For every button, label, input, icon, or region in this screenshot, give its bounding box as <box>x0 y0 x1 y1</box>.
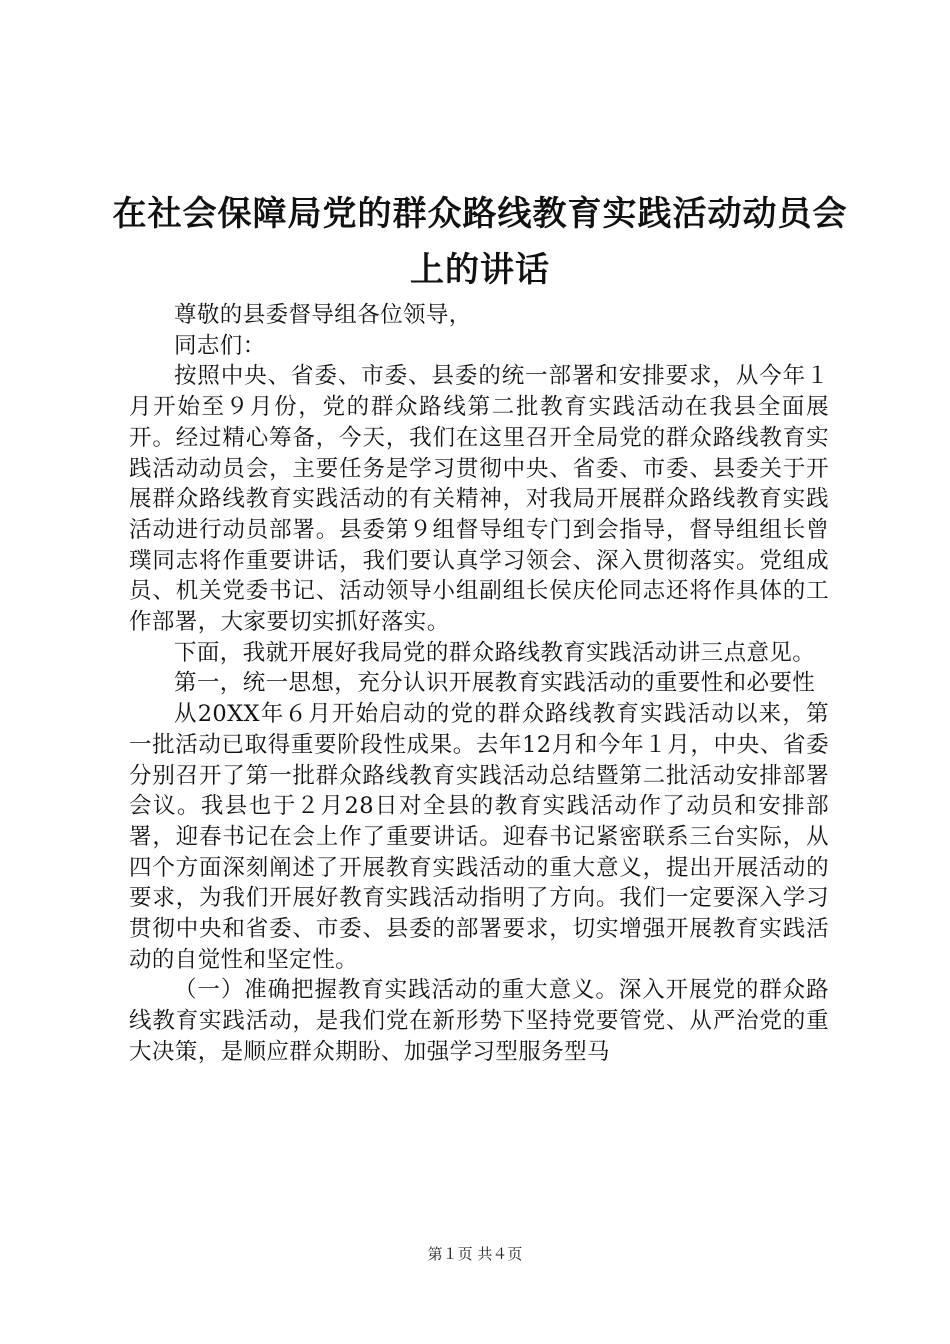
heading-first-point: 第一，统一思想，充分认识开展教育实践活动的重要性和必要性 <box>174 670 816 697</box>
paragraph-intro: 按照中央、省委、市委、县委的统一部署和安排要求，从今年１月开始至９月份，党的群众路线第二批教育实践活动在我县全面展开。经过精心筹备，今天，我们在这里召开全局党的群众路线教育实践活动动员会，主要任务是学习贯彻中央、省委、市委、县委关于开展群众路线教育实践活动的有关精神，对我局开展群众路线教育实践活动进行动员部署。县委第９组督导组专门到会指导，督导组组长曾璞同志将作重要讲话，我们要认真学习领会、深入贯彻落实。党组成员、机关党委书记、活动领导小组副组长侯庆伦同志还将作具体的工作部署，大家要切实抓好落实。 <box>129 363 829 636</box>
document-body <box>129 300 829 1068</box>
paragraph-background: 从20XX年６月开始启动的党的群众路线教育实践活动以来，第一批活动已取得重要阶段性成果。去年12月和今年１月，中央、省委分别召开了第一批群众路线教育实践活动总结暨第二批活动安排部署会议。我县也于２月28日对全县的教育实践活动作了动员和安排部署，迎春书记在会上作了重要讲话。迎春书记紧密联系三台实际，从四个方面深刻阐述了开展教育实践活动的重大意义，提出开展活动的要求，为我们开展好教育实践活动指明了方向。我们一定要深入学习贯彻中央和省委、市委、县委的部署要求，切实增强开展教育实践活动的自觉性和坚定性。 <box>129 701 829 973</box>
salutation-leaders: 尊敬的县委督导组各位领导， <box>174 302 472 328</box>
paragraph-significance: （一）准确把握教育实践活动的重大意义。深入开展党的群众路线教育实践活动，是我们党在新形势下坚持党要管党、从严治党的重大决策，是顺应群众期盼、加强学习型服务型马 <box>129 977 829 1065</box>
document-title: 在社会保障局党的群众路线教育实践活动动员会上的讲话 <box>112 194 848 290</box>
paragraph-three-points: 下面，我就开展好我局党的群众路线教育实践活动讲三点意见。 <box>174 639 816 666</box>
page-footer: 第１页 共４页 <box>427 1245 523 1263</box>
salutation-comrades: 同志们： <box>174 332 266 359</box>
